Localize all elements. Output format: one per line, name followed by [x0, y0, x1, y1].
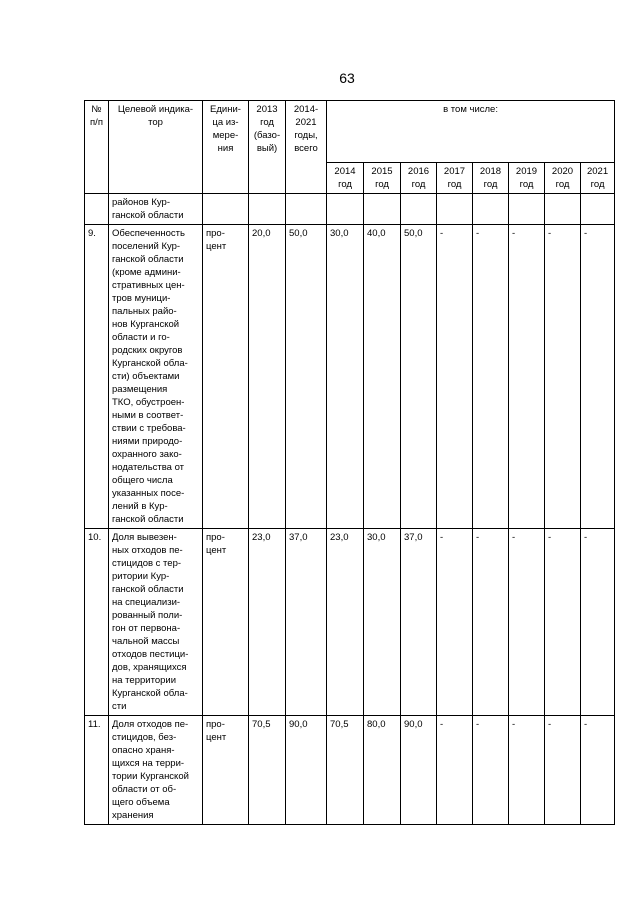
cell-unit: про- цент [203, 716, 249, 825]
cell-num: 9. [85, 225, 109, 529]
cell-year [473, 194, 509, 225]
cell-total: 50,0 [286, 225, 327, 529]
header-including: в том числе: [327, 101, 615, 163]
header-indicator: Целевой индика- тор [109, 101, 203, 194]
page-number: 63 [339, 70, 355, 86]
cell-year: - [509, 225, 545, 529]
cell-year [509, 194, 545, 225]
cell-year [545, 194, 581, 225]
header-unit: Едини- ца из- мере- ния [203, 101, 249, 194]
table-row-continuation [85, 194, 615, 225]
cell-year: - [437, 529, 473, 716]
cell-num: 11. [85, 716, 109, 825]
cell-unit: про- цент [203, 225, 249, 529]
header-year: 2017 год [437, 163, 473, 194]
cell-year: 37,0 [401, 529, 437, 716]
cell-year: 23,0 [327, 529, 364, 716]
cell-base [249, 194, 286, 225]
cell-year: 90,0 [401, 716, 437, 825]
cell-year: 80,0 [364, 716, 401, 825]
cell-year: - [509, 716, 545, 825]
header-base-2013: 2013 год (базо- вый) [249, 101, 286, 194]
cell-year: - [473, 716, 509, 825]
cell-year: 70,5 [327, 716, 364, 825]
cell-year: - [437, 225, 473, 529]
header-row [85, 101, 615, 163]
table-row [85, 716, 615, 825]
cell-year: - [581, 529, 615, 716]
cell-year [581, 194, 615, 225]
cell-base: 23,0 [249, 529, 286, 716]
cell-year [437, 194, 473, 225]
cell-num: 10. [85, 529, 109, 716]
header-year: 2018 год [473, 163, 509, 194]
cell-year: - [473, 225, 509, 529]
header-year: 2020 год [545, 163, 581, 194]
cell-year [401, 194, 437, 225]
cell-unit [203, 194, 249, 225]
cell-unit: про- цент [203, 529, 249, 716]
header-year: 2015 год [364, 163, 401, 194]
cell-year: - [581, 225, 615, 529]
header-year: 2014 год [327, 163, 364, 194]
cell-year: - [545, 529, 581, 716]
cell-indicator: Доля отходов пе- стицидов, без- опасно храня- щихся на терри- тории Курганской области от об- щего объема хранения [109, 716, 203, 825]
header-num: № п/п [85, 101, 109, 194]
cell-year: - [545, 716, 581, 825]
cell-year: - [545, 225, 581, 529]
cell-total: 37,0 [286, 529, 327, 716]
cell-year [327, 194, 364, 225]
cell-total: 90,0 [286, 716, 327, 825]
cell-year: 30,0 [364, 529, 401, 716]
cell-year: - [581, 716, 615, 825]
table-row [85, 529, 615, 716]
cell-indicator: Доля вывезен- ных отходов пе- стицидов с тер- ритории Кур- ганской области на специализи- рованный поли- гон от первона- чальной массы отходов пестици- дов, хранящихся на территории Курганской обла- сти [109, 529, 203, 716]
cell-year: 40,0 [364, 225, 401, 529]
cell-indicator: Обеспеченность поселений Кур- ганской области (кроме админи- стративных цен- тров муници- пальных райо- нов Курганской области и го- родских округов Курганской обла- сти) объектами размещения ТКО, обустроен- ными в соответ- ствии с требова- ниями природо- охранного зако- нодательства от общего числа указанных посе- лений в Кур- ганской области [109, 225, 203, 529]
header-year: 2019 год [509, 163, 545, 194]
indicators-table [84, 100, 615, 825]
cell-base: 70,5 [249, 716, 286, 825]
cell-base: 20,0 [249, 225, 286, 529]
cell-year: 30,0 [327, 225, 364, 529]
cell-year: - [437, 716, 473, 825]
cell-indicator: районов Кур- ганской области [109, 194, 203, 225]
header-year: 2021 год [581, 163, 615, 194]
cell-year: 50,0 [401, 225, 437, 529]
cell-year: - [473, 529, 509, 716]
header-total: 2014- 2021 годы, всего [286, 101, 327, 194]
cell-total [286, 194, 327, 225]
header-year: 2016 год [401, 163, 437, 194]
cell-year [364, 194, 401, 225]
cell-num [85, 194, 109, 225]
cell-year: - [509, 529, 545, 716]
table-row [85, 225, 615, 529]
